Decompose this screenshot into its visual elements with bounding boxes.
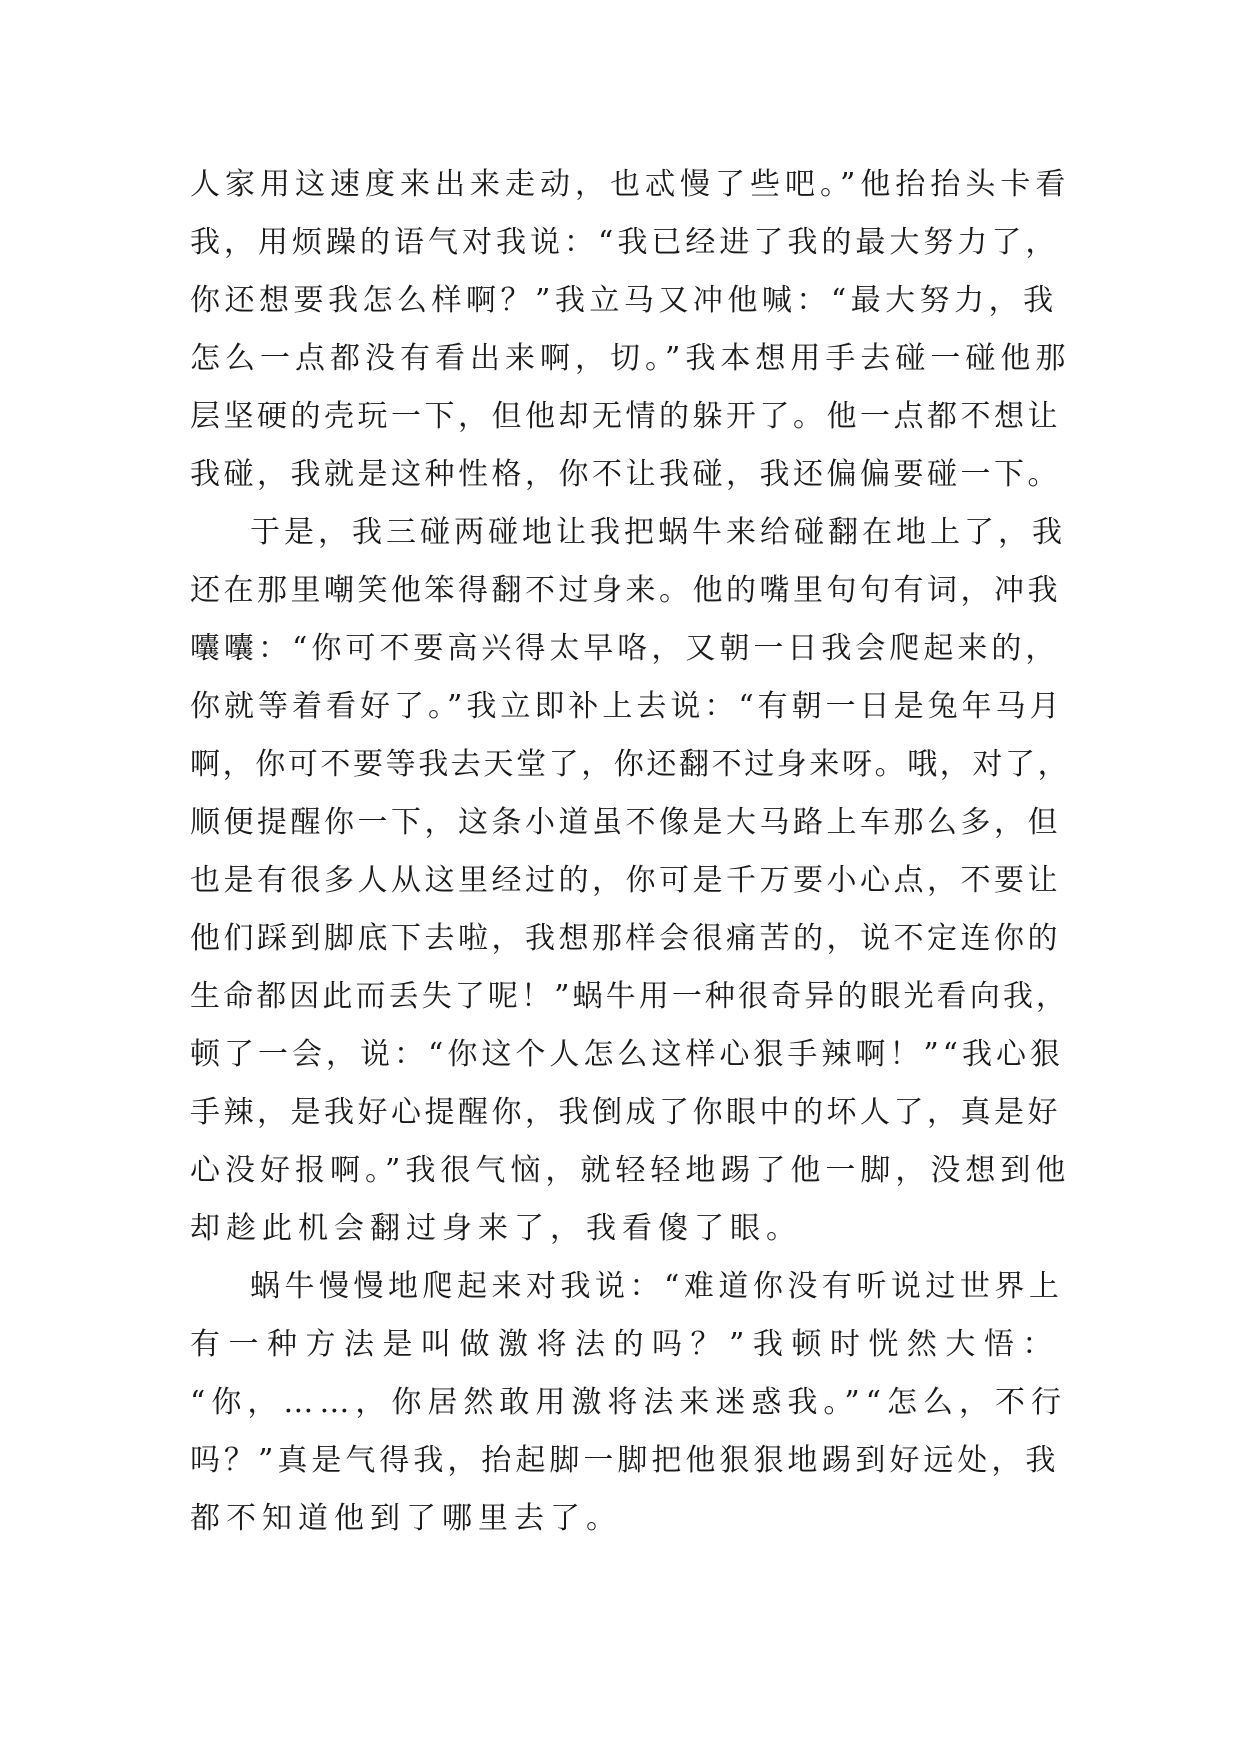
paragraph-2 (190, 504, 1070, 1258)
text-line: 层坚硬的壳玩一下，但他却无情的躲开了。他一点都不想让 (190, 399, 1061, 434)
text-line: 啊，你可不要等我去天堂了，你还翻不过身来呀。哦，对了， (190, 747, 1071, 782)
text-line: 蜗牛慢慢地爬起来对我说：“难道你没有听说过世界上 (250, 1269, 1064, 1304)
text-line: 生命都因此而丢失了呢！”蜗牛用一种很奇异的眼光看向我， (190, 979, 1070, 1014)
text-line: 有一种方法是叫做激将法的吗？”我顿时恍然大悟： (190, 1327, 1061, 1362)
text-line: 他们踩到脚底下去啦，我想那样会很痛苦的，说不定连你的 (190, 921, 1061, 956)
text-line: 顿了一会，说：“你这个人怎么这样心狠手辣啊！”“我心狠 (190, 1037, 1065, 1072)
text-line: 却趁此机会翻过身来了，我看傻了眼。 (190, 1211, 802, 1246)
text-line: 于是，我三碰两碰地让我把蜗牛来给碰翻在地上了，我 (250, 515, 1066, 550)
text-line: 还在那里嘲笑他笨得翻不过身来。他的嘴里句句有词，冲我 (190, 573, 1061, 608)
text-line: 你就等着看好了。”我立即补上去说：“有朝一日是兔年马月 (190, 689, 1064, 724)
text-line: “你，……，你居然敢用激将法来迷惑我。”“怎么，不行 (190, 1385, 1068, 1420)
text-line: 你还想要我怎么样啊？”我立马又冲他喊：“最大努力，我 (190, 283, 1058, 318)
text-line: 我，用烦躁的语气对我说：“我已经进了我的最大努力了， (190, 225, 1060, 260)
text-line: 也是有很多人从这里经过的，你可是千万要小心点，不要让 (190, 863, 1061, 898)
text-line: 吗？”真是气得我，抬起脚一脚把他狠狠地踢到好远处，我 (190, 1443, 1060, 1478)
text-line: 心没好报啊。”我很气恼，就轻轻地踢了他一脚，没想到他 (190, 1153, 1071, 1188)
text-line: 人家用这速度来出来走动，也忒慢了些吧。”他抬抬头卡看 (190, 167, 1071, 202)
text-line: 手辣，是我好心提醒你，我倒成了你眼中的坏人了，真是好 (190, 1095, 1061, 1130)
paragraph-3 (190, 1258, 1070, 1548)
text-line: 顺便提醒你一下，这条小道虽不像是大马路上车那么多，但 (190, 805, 1061, 840)
paragraph-1 (190, 156, 1070, 504)
text-line: 都不知道他到了哪里去了。 (190, 1501, 622, 1536)
text-line: 怎么一点都没有看出来啊，切。”我本想用手去碰一碰他那 (190, 341, 1071, 376)
text-line: 囔囔：“你可不要高兴得太早咯，又朝一日我会爬起来的， (190, 631, 1060, 666)
body-text (190, 156, 1070, 1548)
text-line: 我碰，我就是这种性格，你不让我碰，我还偏偏要碰一下。 (190, 457, 1061, 492)
